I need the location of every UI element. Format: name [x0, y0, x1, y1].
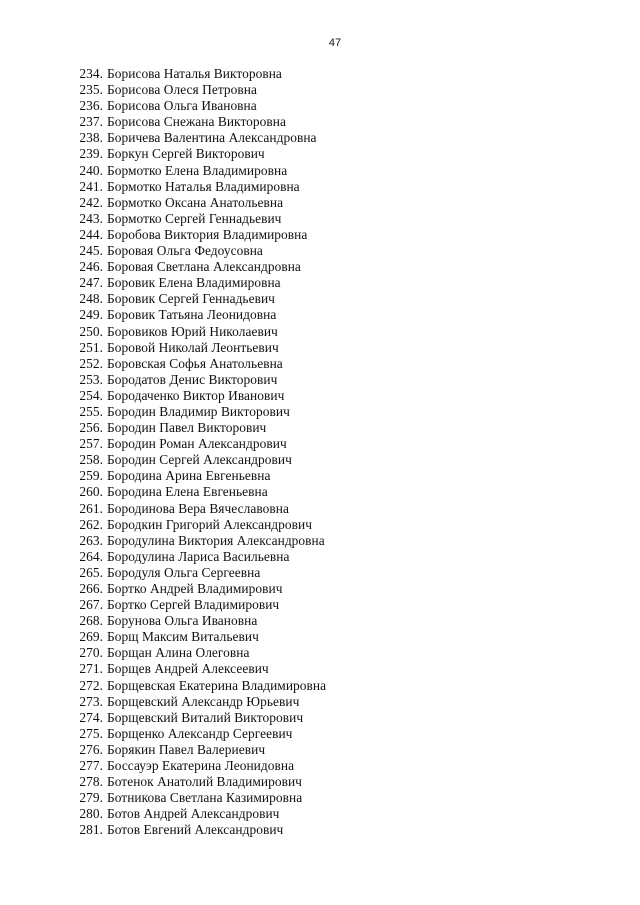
entry-number: 234.	[79, 66, 103, 81]
entry-number: 253.	[79, 371, 103, 387]
list-item	[72, 420, 326, 436]
person-name: Бородулина Лариса Васильевна	[107, 548, 290, 564]
list-item	[72, 259, 326, 275]
entry-number: 246.	[79, 259, 103, 275]
entry-number: 244.	[79, 226, 103, 242]
list-item	[72, 517, 326, 533]
list-item	[72, 822, 326, 838]
person-name: Бормотко Сергей Геннадьевич	[107, 210, 282, 226]
entry-number: 269.	[79, 629, 103, 645]
list-item	[72, 114, 326, 130]
entry-number: 260.	[79, 484, 103, 500]
list-item	[72, 307, 326, 323]
person-name: Борщевский Александр Юрьевич	[107, 693, 300, 709]
entry-number: 248.	[79, 291, 103, 307]
person-name: Борщ Максим Витальевич	[107, 629, 259, 645]
person-name: Боссауэр Екатерина Леонидовна	[107, 758, 295, 774]
entry-number: 270.	[79, 645, 103, 661]
list-item	[72, 227, 326, 243]
entry-number: 250.	[79, 323, 103, 339]
entry-number: 235.	[79, 82, 103, 98]
entry-number: 252.	[79, 355, 103, 371]
entry-number: 265.	[79, 564, 103, 580]
list-item	[72, 372, 326, 388]
entry-number: 280.	[79, 806, 103, 822]
list-item	[72, 130, 326, 146]
person-name: Борщенко Александр Сергеевич	[107, 725, 293, 741]
entry-number: 247.	[79, 275, 103, 291]
list-item	[72, 195, 326, 211]
entry-number: 275.	[79, 725, 103, 741]
person-name: Бормотко Наталья Владимировна	[107, 178, 300, 194]
list-item	[72, 484, 326, 500]
person-name: Бородулина Виктория Александровна	[107, 532, 325, 548]
entry-number: 242.	[79, 194, 103, 210]
list-item	[72, 806, 326, 822]
entry-number: 267.	[79, 597, 103, 613]
entry-number: 261.	[79, 500, 103, 516]
person-name: Боровик Татьяна Леонидовна	[107, 307, 277, 323]
entry-number: 245.	[79, 243, 103, 259]
list-item	[72, 501, 326, 517]
list-item	[72, 581, 326, 597]
person-name: Борисова Снежана Викторовна	[107, 114, 286, 130]
entry-number: 243.	[79, 210, 103, 226]
list-item	[72, 356, 326, 372]
person-name: Боровой Николай Леонтьевич	[107, 339, 279, 355]
list-item	[72, 324, 326, 340]
list-item	[72, 179, 326, 195]
entry-number: 273.	[79, 693, 103, 709]
list-item	[72, 678, 326, 694]
entry-number: 263.	[79, 532, 103, 548]
person-name: Бородина Арина Евгеньевна	[107, 468, 271, 484]
entry-number: 239.	[79, 146, 103, 162]
entry-number: 236.	[79, 98, 103, 114]
list-item	[72, 340, 326, 356]
person-name: Борякин Павел Валериевич	[107, 741, 266, 757]
person-name: Боровая Светлана Александровна	[107, 259, 301, 275]
person-name: Бородин Павел Викторович	[107, 420, 267, 436]
list-item	[72, 436, 326, 452]
entry-number: 255.	[79, 403, 103, 419]
person-name: Боровская Софья Анатольевна	[107, 355, 283, 371]
entry-number: 257.	[79, 436, 103, 452]
entry-number: 281.	[79, 822, 103, 838]
person-name: Бортко Андрей Владимирович	[107, 581, 283, 596]
person-name: Бородатов Денис Викторович	[107, 371, 278, 387]
person-name: Борунова Ольга Ивановна	[107, 613, 258, 629]
person-name: Бородкин Григорий Александрович	[107, 516, 313, 532]
list-item	[72, 82, 326, 98]
person-name: Бормотко Елена Владимировна	[107, 162, 288, 178]
list-item	[72, 98, 326, 114]
person-name: Ботов Евгений Александрович	[107, 822, 284, 838]
person-name: Борщевский Виталий Викторович	[107, 709, 304, 725]
name-list	[72, 66, 326, 839]
person-name: Борщев Андрей Алексеевич	[107, 661, 269, 677]
entry-number: 278.	[79, 774, 103, 790]
entry-number: 238.	[79, 130, 103, 146]
list-item	[72, 243, 326, 259]
list-item	[72, 758, 326, 774]
list-item	[72, 661, 326, 677]
entry-number: 249.	[79, 307, 103, 323]
list-item	[72, 211, 326, 227]
person-name: Боричева Валентина Александровна	[107, 130, 317, 146]
entry-number: 262.	[79, 516, 103, 532]
person-name: Бормотко Оксана Анатольевна	[107, 194, 284, 210]
person-name: Бородина Елена Евгеньевна	[107, 484, 268, 500]
person-name: Борисова Ольга Ивановна	[107, 98, 257, 114]
list-item	[72, 726, 326, 742]
list-item	[72, 66, 326, 82]
entry-number: 237.	[79, 114, 103, 130]
list-item	[72, 565, 326, 581]
person-name: Бородуля Ольга Сергеевна	[107, 564, 261, 580]
entry-number: 276.	[79, 741, 103, 757]
person-name: Боробова Виктория Владимировна	[107, 226, 308, 242]
entry-number: 266.	[79, 581, 103, 596]
list-item	[72, 291, 326, 307]
person-name: Бородин Владимир Викторович	[107, 403, 290, 419]
person-name: Бородин Роман Александрович	[107, 436, 287, 452]
entry-number: 256.	[79, 420, 103, 436]
list-item	[72, 710, 326, 726]
person-name: Борщевская Екатерина Владимировна	[107, 677, 327, 693]
person-name: Боровиков Юрий Николаевич	[107, 323, 278, 339]
person-name: Боровая Ольга Федоусовна	[107, 243, 263, 259]
person-name: Боркун Сергей Викторович	[107, 146, 265, 162]
list-item	[72, 629, 326, 645]
person-name: Ботенок Анатолий Владимирович	[107, 774, 302, 790]
person-name: Бортко Сергей Владимирович	[107, 597, 280, 613]
page-number: 47	[328, 37, 342, 49]
list-item	[72, 742, 326, 758]
list-item	[72, 790, 326, 806]
person-name: Ботникова Светлана Казимировна	[107, 790, 303, 806]
list-item	[72, 388, 326, 404]
entry-number: 271.	[79, 661, 103, 677]
person-name: Бородин Сергей Александрович	[107, 452, 292, 468]
list-item	[72, 694, 326, 710]
person-name: Ботов Андрей Александрович	[107, 806, 280, 822]
list-item	[72, 645, 326, 661]
entry-number: 264.	[79, 548, 103, 564]
list-item	[72, 533, 326, 549]
person-name: Боровик Сергей Геннадьевич	[107, 291, 275, 307]
entry-number: 241.	[79, 178, 103, 194]
list-item	[72, 613, 326, 629]
entry-number: 259.	[79, 468, 103, 484]
list-item	[72, 549, 326, 565]
person-name: Борисова Олеся Петровна	[107, 82, 258, 98]
list-item	[72, 452, 326, 468]
entry-number: 272.	[79, 677, 103, 693]
list-item	[72, 163, 326, 179]
entry-number: 268.	[79, 613, 103, 629]
entry-number: 274.	[79, 709, 103, 725]
entry-number: 258.	[79, 452, 103, 468]
entry-number: 254.	[79, 387, 103, 403]
entry-number: 277.	[79, 758, 103, 774]
list-item	[72, 774, 326, 790]
list-item	[72, 275, 326, 291]
person-name: Борисова Наталья Викторовна	[107, 66, 282, 81]
person-name: Боровик Елена Владимировна	[107, 275, 281, 291]
list-item	[72, 404, 326, 420]
entry-number: 251.	[79, 339, 103, 355]
entry-number: 279.	[79, 790, 103, 806]
list-item	[72, 597, 326, 613]
list-item	[72, 468, 326, 484]
person-name: Борщан Алина Олеговна	[107, 645, 250, 661]
entry-number: 240.	[79, 162, 103, 178]
person-name: Бородаченко Виктор Иванович	[107, 387, 285, 403]
person-name: Бородинова Вера Вячеславовна	[107, 500, 289, 516]
list-item	[72, 146, 326, 162]
